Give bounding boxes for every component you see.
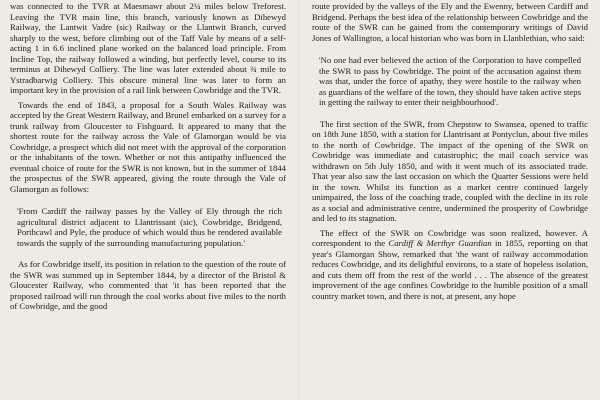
block-quote: 'From Cardiff the railway passes by the Valley of Ely through the rich agricultural district adjacent to Llantrissant (sic), Cowbridge, Bridgend, Porthcawl and Pyle, the produce of which would thus be rendered available towards the supply of the surrounding manufacturing population.' <box>17 206 282 248</box>
paragraph: The first section of the SWR, from Chepstow to Swansea, opened to traffic on 18th June 1850, with a station for Llantrisant at Pontyclun, about five miles to the north of Cowbridge. The impact of the opening of the SWR on Cowbridge was immediate and catastrophic; the mail coach service was withdrawn on 5th July 1850, and with it went much of its associated trade. That year also saw the last occasion on which the Quarter Sessions were held in the town. Whilst its function as a market centre continued largely unimpaired, the loss of the coaching trade, coupled with the decline in its role as a social and administrative centre, undermined the prosperity of Cowbridge and led to its stagnation. <box>312 118 588 223</box>
journal-title: Cardiff & Merthyr Guardian <box>388 238 492 248</box>
paragraph <box>312 228 588 302</box>
paragraph: was connected to the TVR at Maesmawr about 2¼ miles below Treforest. Leaving the TVR main line, this branch, variously known as Dihewyd Railway, the Lantwit Vadre (sic) Railway or the Llantwit Branch, curved sharply to the west, before climbing out of the Taff Vale by means of a self-acting 1 in 6.6 inclined plane worked on the balanced load principle. From Incline Top, the railway followed a winding, but perfectly level, course to its terminus at Dihewyd Colliery. The line was later extended about ¾ mile to Ystradbarwig Colliery. This obscure mineral line was later to form an important key in the provision of a rail link between Cowbridge and the TVR. <box>10 1 286 95</box>
block-quote: 'No one had ever believed the action of the Corporation to have compelled the SWR to pass by Cowbridge. The point of the accusation against them was that, under the force of apathy, they were hostile to the railway when as guardians of the welfare of the town, they should have taken active steps in getting the railway to enter their neighbourhood'. <box>319 55 581 107</box>
right-column <box>312 1 588 399</box>
left-column <box>10 1 286 399</box>
column-gutter <box>298 0 299 400</box>
paragraph: route provided by the valleys of the Ely and the Ewenny, between Cardiff and Bridgend. Perhaps the best idea of the relationship between Cowbridge and the route of the SWR can be gained from the contemporary writings of David Jones of Wallington, a local historian who was born in Llanblethian, who said: <box>312 1 588 43</box>
text-run: in 1855, reporting on that year's Glamorgan Show, remarked that 'the want of railway accommodation reduces Cowbridge, and its delightful environs, to a state of hopeless isolation, and cuts them off from the rest of the world . . . The absence of the greatest improvement of the age confines Cowbridge to the humble position of a small country market town, and there is not, at present, any hope <box>312 238 588 301</box>
paragraph: As for Cowbridge itself, its position in relation to the question of the route of the SWR was summed up in September 1844, by a director of the Bristol & Gloucester Railway, who commented that 'it has been reported that the proposed railroad will run through the coal works about five miles to the north of Cowbridge, and the good <box>10 259 286 311</box>
paragraph: Towards the end of 1843, a proposal for a South Wales Railway was accepted by the Great Western Railway, and Brunel embarked on a survey for a trunk railway from Gloucester to Fishguard. It appeared to many that the shortest route for the railway across the Vale of Glamorgan would be via Cowbridge, a prospect which did not meet with the approval of the corporation or the inhabitants of the town. Whether or not this antipathy influenced the eventual choice of route for the SWR is not known, but in the summer of 1844 the prospectus of the SWR appeared, giving the route through the Vale of Glamorgan as follows: <box>10 99 286 194</box>
text-run: The effect of the SWR on Cowbridge was soon realized, however. A correspondent to the <box>312 227 588 248</box>
